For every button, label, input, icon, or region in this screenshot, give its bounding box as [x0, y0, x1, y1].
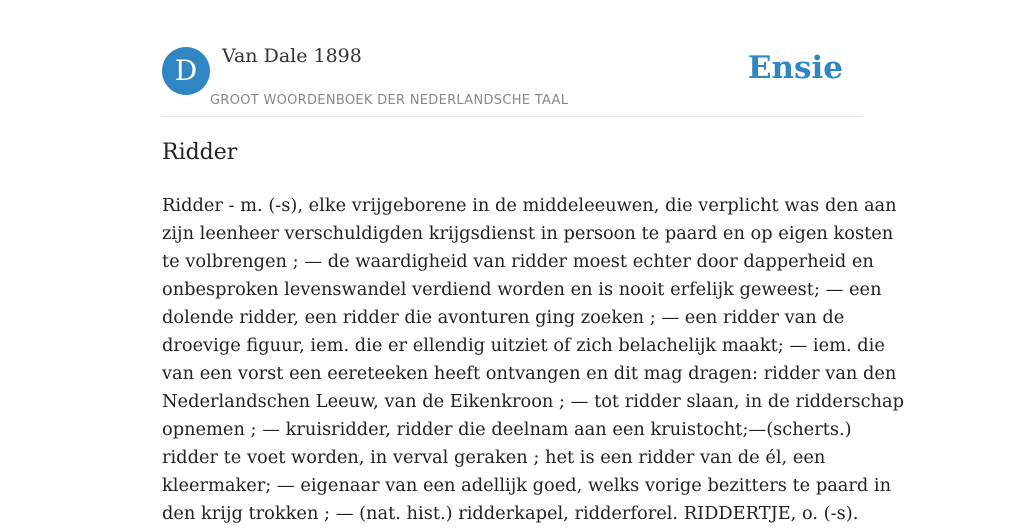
dictionary-logo[interactable]: D	[162, 47, 210, 95]
entry-line: Ridder - m. (-s), elke vrijgeborene in de middeleeuwen, die verplicht was den aan	[162, 195, 897, 216]
entry-line: Nederlandschen Leeuw, van de Eikenkroon ; — tot ridder slaan, in de ridderschap	[162, 391, 904, 412]
entry-line: dolende ridder, een ridder die avonturen ging zoeken ; — een ridder van de	[162, 307, 845, 328]
entry-line: droevige figuur, iem. die er ellendig uitziet of zich belachelijk maakt; — iem. die	[162, 335, 885, 356]
entry-line: opnemen ; — kruisridder, ridder die deelnam aan een kruistocht;—(scherts.)	[162, 419, 852, 440]
dictionary-title[interactable]: Van Dale 1898	[222, 45, 362, 67]
entry-line: van een vorst een eereteeken heeft ontvangen en dit mag dragen: ridder van den	[162, 363, 897, 384]
header	[162, 0, 862, 117]
entry-title: Ridder	[162, 140, 238, 165]
entry-line: kleermaker; — eigenaar van een adellijk goed, welks vorige bezitters te paard in	[162, 475, 892, 496]
entry-line: ridder te voet worden, in verval geraken ; het is een ridder van de él, een	[162, 447, 826, 468]
dictionary-subtitle: GROOT WOORDENBOEK DER NEDERLANDSCHE TAAL	[210, 93, 569, 108]
entry-line: onbesproken levenswandel verdiend worden en is nooit erfelijk geweest; — een	[162, 279, 882, 300]
entry-line: den krijg trokken ; — (nat. hist.) ridderkapel, ridderforel. RIDDERTJE, o. (-s).	[162, 503, 859, 524]
brand-logo[interactable]: Ensie	[747, 50, 843, 86]
entry-body	[162, 192, 904, 528]
entry-line: zijn leenheer verschuldigden krijgsdienst in persoon te paard en op eigen kosten	[162, 223, 894, 244]
entry-line: te volbrengen ; — de waardigheid van ridder moest echter door dapperheid en	[162, 251, 874, 272]
